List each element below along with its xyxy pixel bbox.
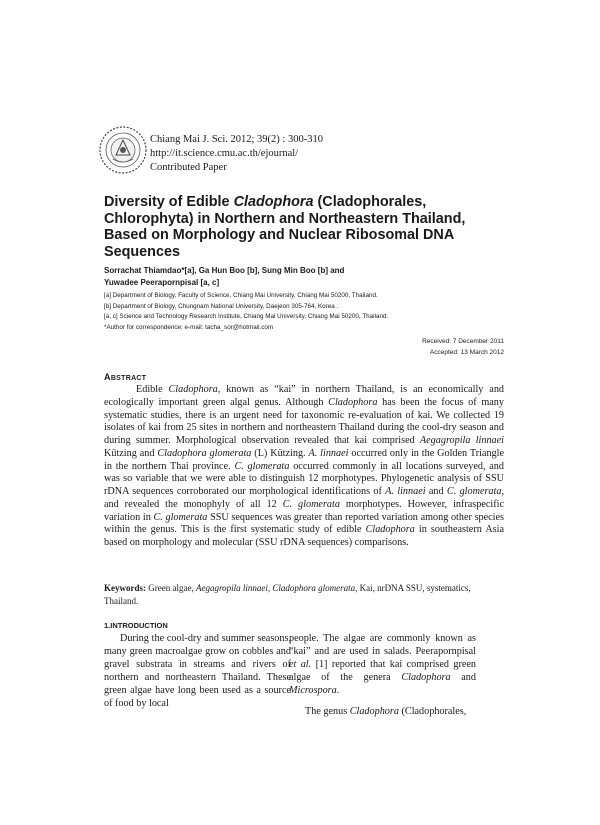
paper-title: Diversity of Edible Cladophora (Cladophorales, Chlorophyta) in Northern and Northeastern Thailand, Based on Morphology and Nuclear Ribosomal DNA Sequences: [104, 194, 466, 260]
authors-line-2: Yuwadee Peerapornpisal [a, c]: [104, 278, 220, 287]
affiliation-b: [b] Department of Biology, Chungnam National University, Daejeon 305-764, Korea .: [104, 302, 339, 310]
intro-paragraph-2: The genus Cladophora (Cladophorales,: [305, 706, 467, 718]
keywords-label: Keywords:: [104, 583, 149, 593]
journal-url[interactable]: http://it.science.cmu.ac.th/ejournal/: [150, 148, 299, 159]
intro-column-right: [289, 632, 476, 719]
accepted-date: Accepted: 13 March 2012: [429, 348, 504, 356]
keywords: Keywords: Green algae, Aegagropila linnaei, Cladophora glomerata, Kai, nrDNA SSU, systematics, Thailand.: [104, 583, 471, 606]
abstract-body: Edible Cladophora, known as “kai” in northern Thailand, is an economically and ecologically important green algal genus. Although Cladophora has been the focus of many systematic studies, there is an urgent need for taxonomic re-evaluation of kai. We collected 19 isolates of kai from 25 sites in northern and northeastern Thailand during the cool-dry season and during summer. Morphological observation revealed that kai comprised Aegagropila linnaei Kützing and Cladophora glomerata (L) Kützing. A. linnaei occurred only in the Golden Triangle in the northern Thai province. C. glomerata occurred commonly in all locations surveyed, and was so variable that we were able to distinguish 12 morphotypes. Phylogenetic analysis of SSU rDNA sequences corroborated our morphological identifications of A. linnaei and C. glomerata, and revealed the monophyly of all 12 C. glomerata morphotypes. However, infraspecific variation in C. glomerata SSU sequences was greater than reported variation among other species within the genus. This is the first systematic study of edible Cladophora in southeastern Asia based on morphology and molecular (SSU rDNA sequences) comparisons.: [104, 384, 505, 548]
authors-line-1: Sorrachat Thiamdao*[a], Ga Hun Boo [b], Sung Min Boo [b] and: [104, 266, 345, 275]
received-date: Received: 7 December 2011: [422, 338, 504, 345]
affiliation-ac: [a, c] Science and Technology Research Institute, Chiang Mai University, Chiang Mai 50200, Thailand.: [104, 313, 389, 320]
affiliations: [104, 291, 504, 333]
affiliation-a: [a] Department of Biology, Faculty of Science, Chiang Mai University, Chiang Mai 50200, Thailand.: [104, 292, 378, 299]
author-list: [104, 265, 504, 289]
paper-type: Contributed Paper: [150, 162, 227, 173]
journal-header: [150, 133, 323, 175]
section-heading-introduction: 1.INTRODUCTION: [104, 621, 168, 630]
abstract-heading: ABSTRACT: [104, 372, 147, 382]
intro-paragraph-1: people. The algae are commonly known as “kai” and are used in salads. Peerapornpisal et al. [1] reported that kai comprised green algae of the genera Cladophora and Microspora.: [289, 633, 477, 697]
submission-dates: [422, 337, 504, 358]
journal-citation: Chiang Mai J. Sci. 2012; 39(2) : 300-310: [150, 134, 323, 145]
correspondence: *Author for correspondence; e-mail: tacha_sor@hotmail.com: [104, 323, 274, 331]
university-seal-icon: [98, 125, 148, 175]
intro-column-left: During the cool-dry and summer seasons, many green macroalgae grow on cobbles and gravel substrata in streams and rivers of northern and northeastern Thailand. These green algae have long been used as a source of food by local: [104, 633, 291, 710]
title-genus: Cladophora: [233, 194, 314, 210]
